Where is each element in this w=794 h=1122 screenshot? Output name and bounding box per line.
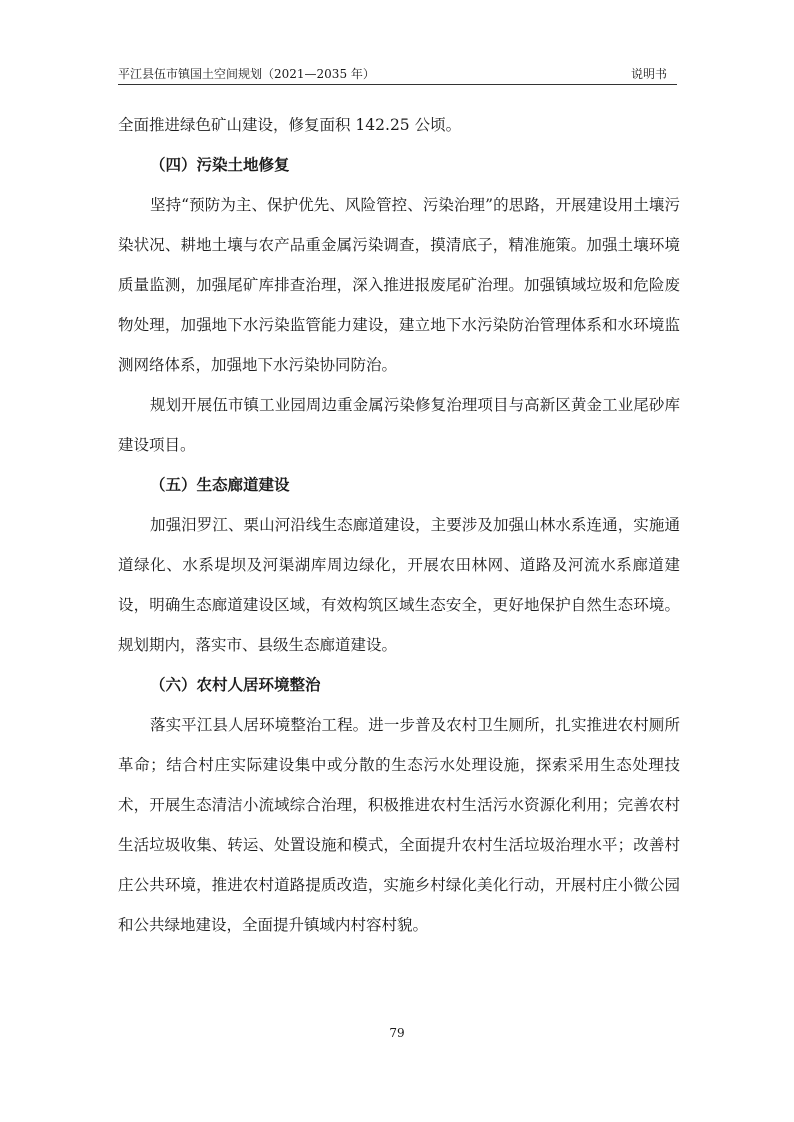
section-5-paragraph-1: 加强汨罗江、栗山河沿线生态廊道建设，主要涉及加强山林水系连通，实施通道绿化、水系堤坝及河渠湖库周边绿化，开展农田林网、道路及河流水系廊道建设，明确生态廊道建设区域，有效构筑区域生态安全，更好地保护自然生态环境。规划期内，落实市、县级生态廊道建设。 [118, 516, 680, 654]
section-heading-5: （五）生态廊道建设 [150, 476, 290, 494]
document-type-label: 说明书 [630, 67, 667, 81]
page-number: 79 [389, 1026, 405, 1040]
document-body [118, 105, 680, 945]
section-heading-6: （六）农村人居环境整治 [150, 676, 321, 694]
section-4-paragraph-1: 坚持“预防为主、保护优先、风险管控、污染治理”的思路，开展建设用土壤污染状况、耕地土壤与农产品重金属污染调查，摸清底子，精准施策。加强土壤环境质量监测，加强尾矿库排查治理，深入推进报废尾矿治理。加强镇域垃圾和危险废物处理，加强地下水污染监管能力建设，建立地下水污染防治管理体系和水环境监测网络体系，加强地下水污染协同防治。 [118, 196, 680, 374]
section-heading-4: （四）污染土地修复 [150, 156, 290, 174]
intro-paragraph: 全面推进绿色矿山建设，修复面积 142.25 公顷。 [118, 116, 462, 134]
section-4-paragraph-2: 规划开展伍市镇工业园周边重金属污染修复治理项目与高新区黄金工业尾砂库建设项目。 [118, 396, 680, 454]
document-title: 平江县伍市镇国土空间规划（2021—2035 年） [118, 67, 375, 81]
section-6-paragraph-1: 落实平江县人居环境整治工程。进一步普及农村卫生厕所，扎实推进农村厕所革命；结合村庄实际建设集中或分散的生态污水处理设施，探索采用生态处理技术，开展生态清洁小流域综合治理，积极推进农村生活污水资源化利用；完善农村生活垃圾收集、转运、处置设施和模式，全面提升农村生活垃圾治理水平；改善村庄公共环境，推进农村道路提质改造，实施乡村绿化美化行动，开展村庄小微公园和公共绿地建设，全面提升镇域内村容村貌。 [118, 716, 680, 934]
page-header [118, 66, 677, 85]
